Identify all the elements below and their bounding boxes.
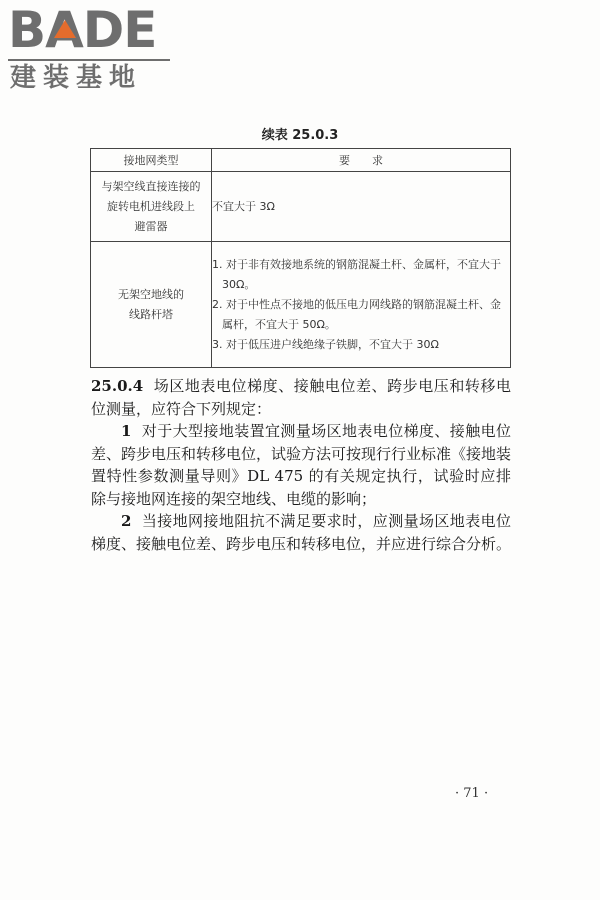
item-number: 2 [121, 512, 132, 530]
item-text: 对于大型接地装置宜测量场区地表电位梯度、接触电位差、跨步电压和转移电位，试验方法可按现行行业标准《接地装置特性参数测量导则》DL 475 的有关规定执行，试验时应排除与接地网连接的架空地线、电缆的影响； [91, 422, 512, 508]
row-type-cell [91, 172, 212, 242]
type-line: 无架空地线的 [118, 287, 184, 301]
row-requirement-cell [212, 172, 511, 242]
logo-wordmark: BADE [8, 1, 157, 59]
clause-number: 25.0.4 [91, 377, 144, 395]
type-line: 旋转电机进线段上 [107, 199, 195, 213]
logo-divider [8, 59, 170, 61]
logo-subtitle: 建装基地 [10, 63, 143, 93]
header-grid-type: 接地网类型 [91, 149, 212, 172]
clause-text: 场区地表电位梯度、接触电位差、跨步电压和转移电位测量，应符合下列规定： [91, 377, 511, 418]
header-requirement: 要 求 [212, 149, 511, 172]
type-line: 与架空线直接连接的 [101, 179, 201, 193]
item-number: 1 [121, 422, 132, 440]
row-requirement-cell [212, 242, 511, 368]
logo-accent-triangle [54, 20, 76, 38]
page-number: · 71 · [455, 786, 489, 801]
item-text: 当接地网接地阻抗不满足要求时，应测量场区地表电位梯度、接触电位差、跨步电压和转移电位，并应进行综合分析。 [91, 512, 512, 553]
table-header-row [91, 149, 511, 172]
clause-body [91, 375, 511, 555]
table-row [91, 172, 511, 242]
grounding-requirements-table [90, 148, 511, 368]
requirement-item: 1. 对于非有效接地系统的钢筋混凝土杆、金属杆，不宜大于 30Ω。 [212, 257, 501, 291]
clause-paragraph [91, 375, 511, 420]
row-type-cell [91, 242, 212, 368]
type-line: 避雷器 [134, 219, 168, 233]
list-item [91, 510, 511, 555]
list-item [91, 420, 511, 510]
type-line: 线路杆塔 [129, 307, 173, 321]
table-title: 续表 25.0.3 [261, 128, 339, 143]
table-row [91, 242, 511, 368]
bade-logo [8, 1, 178, 96]
requirement-text: 不宜大于 3Ω [212, 199, 275, 213]
requirement-item: 2. 对于中性点不接地的低压电力网线路的钢筋混凝土杆、金属杆，不宜大于 50Ω。 [212, 297, 501, 331]
requirement-item: 3. 对于低压进户线绝缘子铁脚，不宜大于 30Ω [212, 337, 439, 351]
